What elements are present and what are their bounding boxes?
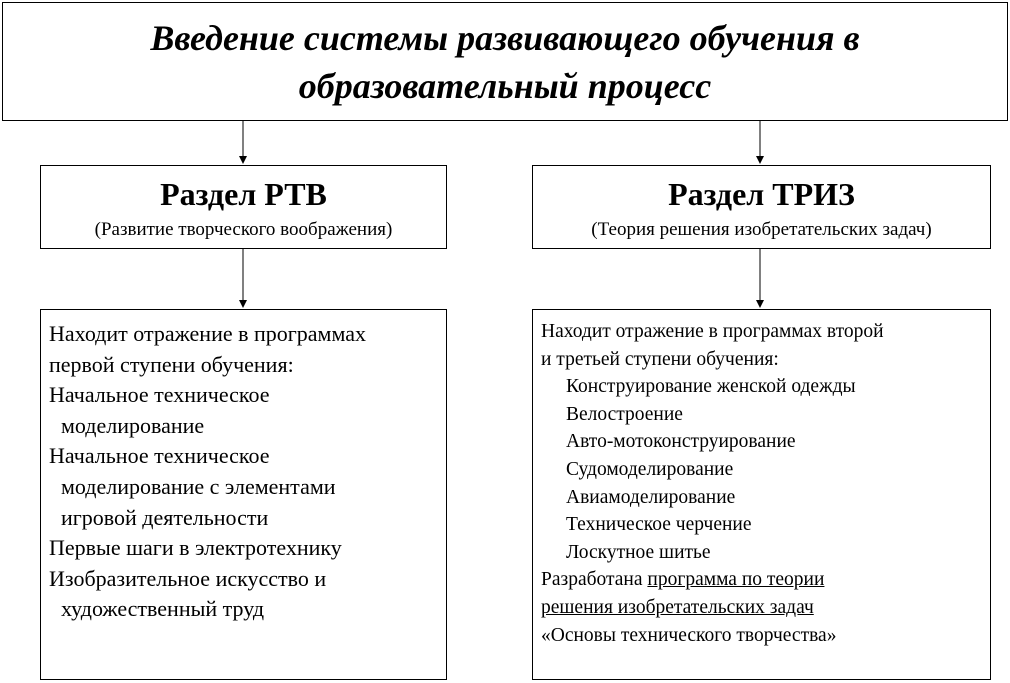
triz-program-item: Конструирование женской одежды [566,376,856,398]
triz-section-box [532,165,991,249]
rtv-content-box [40,309,447,680]
rtv-section-box [40,165,447,249]
rtv-intro-line-1: Находит отражение в программах [49,321,367,346]
main-title-line-1: Введение системы развивающего обучения в [150,17,860,58]
rtv-item-2-line-1: Начальное техническое [49,443,270,469]
triz-developed-prefix: Разработана [541,569,648,591]
triz-program-item: Авиамоделирование [566,486,736,508]
triz-program-item: Техническое черчение [566,514,752,536]
triz-intro-line-1: Находит отражение в программах второй [541,321,884,342]
triz-section-subtitle: (Теория решения изобретательских задач) [591,219,932,240]
rtv-item-1-line-2: моделирование [61,412,205,438]
triz-program-link-line-2 [541,594,990,622]
triz-program-item: Авто-мотоконструирование [566,431,796,453]
rtv-section-subtitle: (Развитие творческого воображения) [94,219,393,240]
rtv-item-4-line-1: Изобразительное искусство и [49,565,327,591]
rtv-item-2-line-3: игровой деятельности [61,504,269,530]
triz-program-name: «Основы технического творчества» [541,624,837,646]
triz-program-item: Лоскутное шитье [566,541,711,563]
triz-program-item: Велостроение [566,403,683,425]
main-title-box [2,2,1008,121]
rtv-item-2-line-2: моделирование с элементами [61,473,336,499]
triz-content-box [532,309,991,680]
rtv-item-1-line-1: Начальное техническое [49,382,270,408]
rtv-intro-line-2: первой ступени обучения: [49,351,294,377]
triz-intro-line-2: и третьей ступени обучения: [541,348,779,370]
triz-section-title: Раздел ТРИЗ [668,176,855,212]
triz-program-link-part-2[interactable]: решения изобретательских задач [541,596,814,618]
rtv-section-title: Раздел РТВ [160,176,327,212]
triz-developed-line [541,566,990,594]
rtv-item-4-line-2: художественный труд [61,596,265,622]
triz-program-item: Судомоделирование [566,458,734,480]
main-title-line-2: образовательный процесс [298,65,712,106]
rtv-item-3: Первые шаги в электротехнику [49,535,342,561]
triz-program-link-part-1[interactable]: программа по теории [647,569,825,591]
